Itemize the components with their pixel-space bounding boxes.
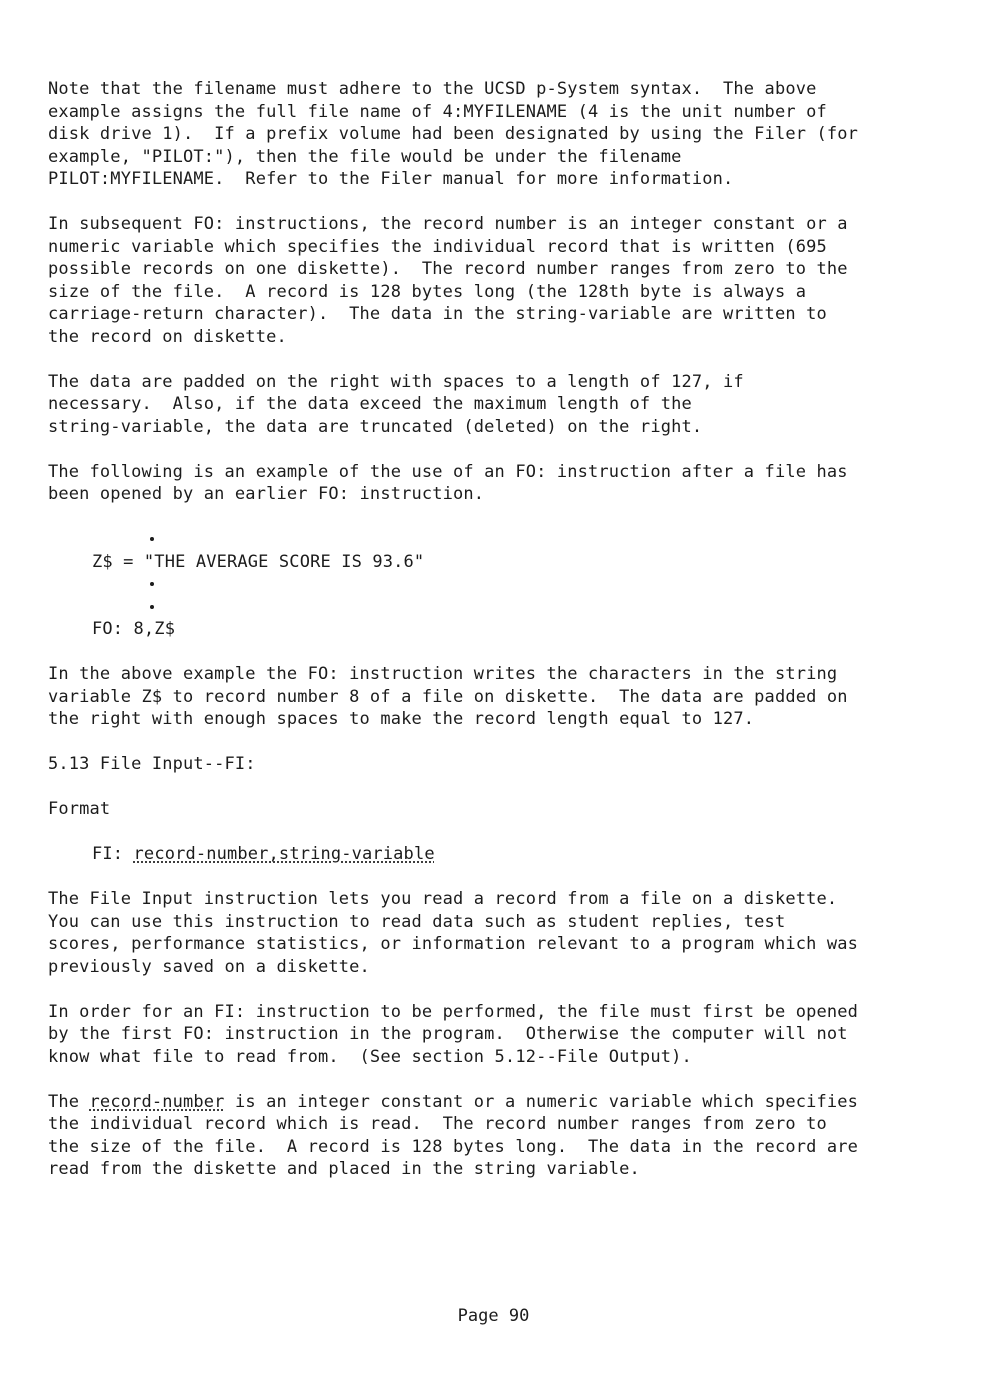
text-line: example assigns the full file name of 4:MYFILENAME (4 is the unit number of bbox=[48, 101, 827, 122]
format-label: Format bbox=[48, 799, 111, 819]
ellipsis-dot bbox=[48, 573, 948, 596]
ellipsis-dot bbox=[48, 528, 948, 551]
text-line: possible records on one diskette). The record number ranges from zero to the bbox=[48, 259, 848, 279]
text-line: the individual record which is read. The record number ranges from zero to bbox=[48, 1114, 827, 1134]
document-page bbox=[48, 78, 948, 1203]
text-fragment: is an integer constant or a numeric variable which specifies bbox=[224, 1091, 859, 1112]
text-fragment: The bbox=[48, 1091, 90, 1112]
text-line: by the first FO: instruction in the program. Otherwise the computer will not bbox=[48, 1024, 848, 1044]
paragraph-padding bbox=[48, 371, 948, 439]
syntax-prefix: FI: bbox=[92, 844, 134, 864]
text-line: necessary. Also, if the data exceed the maximum length of the bbox=[48, 394, 692, 414]
format-label-block bbox=[48, 798, 948, 821]
paragraph-example-intro bbox=[48, 461, 948, 506]
section-title: 5.13 File Input--FI: bbox=[48, 754, 256, 774]
text-line: read from the diskette and placed in the string variable. bbox=[48, 1159, 640, 1179]
text-line: variable Z$ to record number 8 of a file on diskette. The data are padded on bbox=[48, 686, 848, 707]
text-line: Note that the filename must adhere to the UCSD p-System syntax. The above bbox=[48, 79, 817, 99]
paragraph-fi-description bbox=[48, 888, 948, 978]
paragraph-example-explanation bbox=[48, 663, 948, 731]
format-syntax bbox=[48, 843, 948, 866]
text-line: You can use this instruction to read data such as student replies, test bbox=[48, 911, 786, 932]
page-number: Page 90 bbox=[457, 1306, 530, 1326]
text-line: PILOT:MYFILENAME. Refer to the Filer manual for more information. bbox=[48, 169, 734, 189]
text-line: The following is an example of the use of an FO: instruction after a file has bbox=[48, 461, 848, 482]
text-line: In the above example the FO: instruction writes the characters in the string bbox=[48, 664, 838, 684]
paragraph-record-number bbox=[48, 213, 948, 348]
text-line: In order for an FI: instruction to be performed, the file must first be opened bbox=[48, 1001, 859, 1022]
text-line: previously saved on a diskette. bbox=[48, 956, 370, 977]
text-line: numeric variable which specifies the individual record that is written (695 bbox=[48, 236, 827, 257]
code-example bbox=[48, 528, 948, 641]
paragraph-fi-requirements bbox=[48, 1001, 948, 1069]
text-line: disk drive 1). If a prefix volume had been designated by using the Filer (for bbox=[48, 124, 859, 144]
code-line-assign: Z$ = "THE AVERAGE SCORE IS 93.6" bbox=[92, 551, 425, 572]
text-line: the record on diskette. bbox=[48, 326, 287, 347]
text-line: string-variable, the data are truncated (deleted) on the right. bbox=[48, 416, 703, 437]
ellipsis-dot bbox=[48, 596, 948, 619]
text-line: the size of the file. A record is 128 bytes long. The data in the record are bbox=[48, 1136, 859, 1157]
section-heading bbox=[48, 753, 948, 776]
text-line: scores, performance statistics, or information relevant to a program which was bbox=[48, 934, 859, 954]
text-line: the right with enough spaces to make the record length equal to 127. bbox=[48, 709, 755, 729]
code-line-fo: FO: 8,Z$ bbox=[92, 619, 176, 639]
text-line bbox=[48, 1091, 948, 1114]
text-line: size of the file. A record is 128 bytes long (the 128th byte is always a bbox=[48, 281, 807, 302]
text-line: In subsequent FO: instructions, the record number is an integer constant or a bbox=[48, 214, 848, 234]
syntax-line bbox=[92, 843, 948, 866]
paragraph-fi-record-number bbox=[48, 1091, 948, 1181]
syntax-args: record-number,string-variable bbox=[133, 844, 435, 864]
record-number-term: record-number bbox=[89, 1091, 225, 1112]
text-line: The File Input instruction lets you read a record from a file on a diskette. bbox=[48, 889, 838, 909]
text-line: The data are padded on the right with spaces to a length of 127, if bbox=[48, 371, 744, 392]
text-line: carriage-return character). The data in the string-variable are written to bbox=[48, 304, 827, 324]
text-line: know what file to read from. (See section 5.12--File Output). bbox=[48, 1046, 692, 1067]
text-line: been opened by an earlier FO: instruction. bbox=[48, 484, 485, 504]
text-line: example, "PILOT:"), then the file would be under the filename bbox=[48, 146, 682, 167]
paragraph-filename-syntax bbox=[48, 78, 948, 191]
